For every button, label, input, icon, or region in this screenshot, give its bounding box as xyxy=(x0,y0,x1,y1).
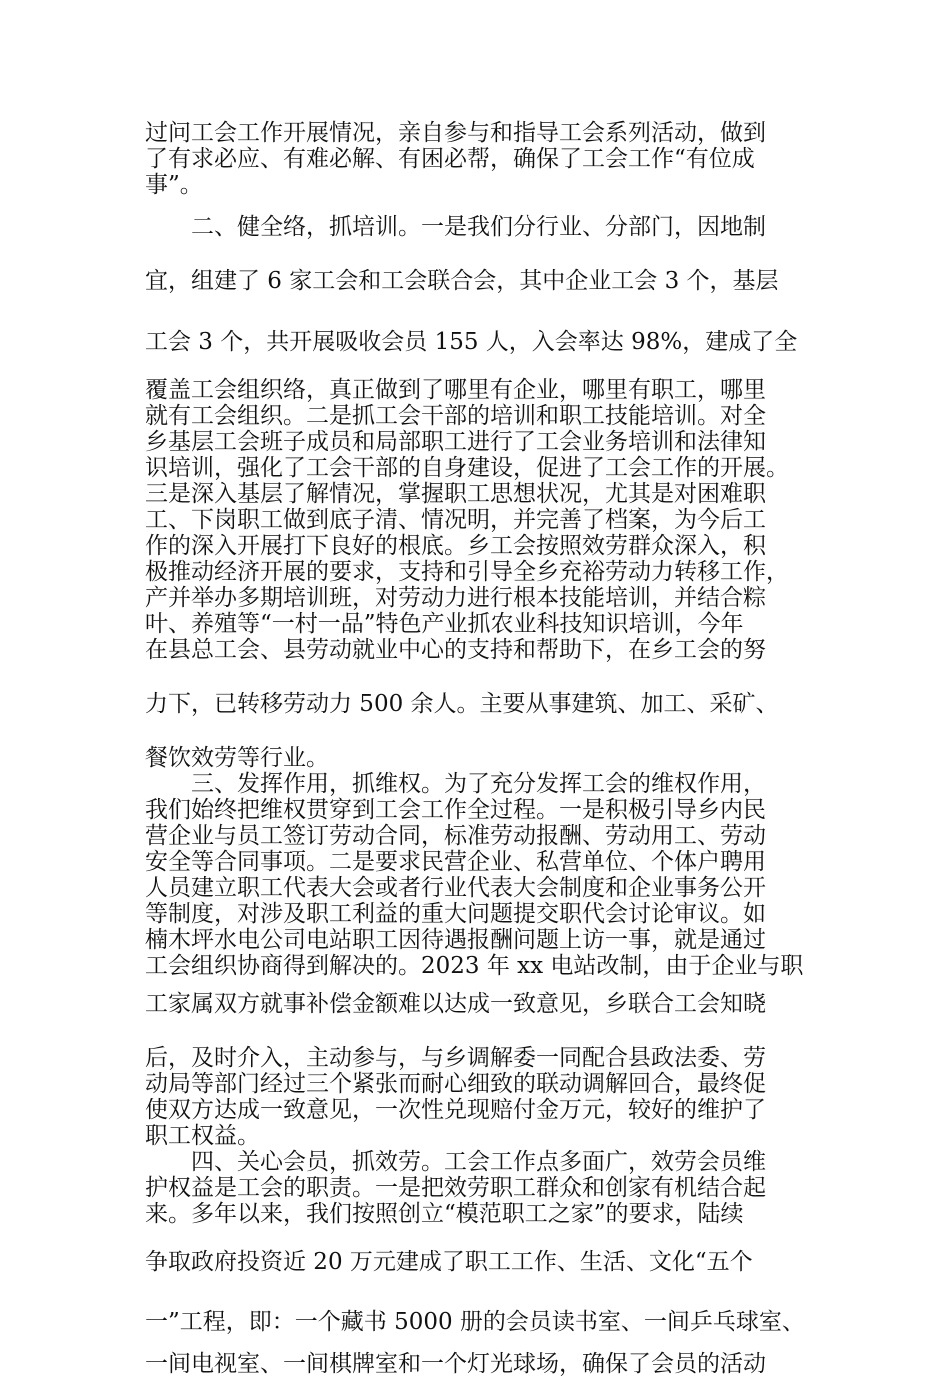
text-line: 覆盖工会组织络，真正做到了哪里有企业，哪里有职工，哪里 xyxy=(145,377,766,403)
text-line: 过问工会工作开展情况，亲自参与和指导工会系列活动，做到 xyxy=(145,120,766,146)
text-line: 四、关心会员，抓效劳。工会工作点多面广，效劳会员维 xyxy=(145,1149,766,1175)
text-line: 工会 3 个，共开展吸收会员 155 人，入会率达 98%，建成了全 xyxy=(145,329,798,355)
text-line: 餐饮效劳等行业。 xyxy=(145,745,329,771)
text-line: 职工权益。 xyxy=(145,1123,260,1149)
text-line: 护权益是工会的职责。一是把效劳职工群众和创家有机结合起 xyxy=(145,1175,766,1201)
text-line: 产并举办多期培训班，对劳动力进行根本技能培训，并结合粽 xyxy=(145,585,766,611)
text-line: 我们始终把维权贯穿到工会工作全过程。一是积极引导乡内民 xyxy=(145,797,766,823)
text-line: 工会组织协商得到解决的。2023 年 xx 电站改制，由于企业与职 xyxy=(145,953,804,979)
text-line: 力下，已转移劳动力 500 余人。主要从事建筑、加工、采矿、 xyxy=(145,691,779,717)
text-line: 等制度，对涉及职工利益的重大问题提交职代会讨论审议。如 xyxy=(145,901,766,927)
text-line: 使双方达成一致意见，一次性兑现赔付金万元，较好的维护了 xyxy=(145,1097,766,1123)
text-line: 二、健全络，抓培训。一是我们分行业、分部门，因地制 xyxy=(145,214,766,240)
text-line: 人员建立职工代表大会或者行业代表大会制度和企业事务公开 xyxy=(145,875,766,901)
text-line: 叶、养殖等“一村一品”特色产业抓农业科技知识培训，今年 xyxy=(145,611,744,637)
document-body xyxy=(145,120,813,1377)
text-line: 事”。 xyxy=(145,172,203,198)
text-line: 乡基层工会班子成员和局部职工进行了工会业务培训和法律知 xyxy=(145,429,766,455)
text-line: 安全等合同事项。二是要求民营企业、私营单位、个体户聘用 xyxy=(145,849,766,875)
text-line: 宜，组建了 6 家工会和工会联合会，其中企业工会 3 个，基层 xyxy=(145,268,779,294)
text-line: 后，及时介入，主动参与，与乡调解委一同配合县政法委、劳 xyxy=(145,1045,766,1071)
text-line: 工、下岗职工做到底子清、情况明，并完善了档案，为今后工 xyxy=(145,507,766,533)
text-line: 工家属双方就事补偿金额难以达成一致意见，乡联合工会知晓 xyxy=(145,991,766,1017)
text-line: 动局等部门经过三个紧张而耐心细致的联动调解回合，最终促 xyxy=(145,1071,766,1097)
text-line: 在县总工会、县劳动就业中心的支持和帮助下，在乡工会的努 xyxy=(145,637,766,663)
text-line: 识培训，强化了工会干部的自身建设，促进了工会工作的开展。 xyxy=(145,455,789,481)
text-line: 争取政府投资近 20 万元建成了职工工作、生活、文化“五个 xyxy=(145,1249,753,1275)
text-line: 作的深入开展打下良好的根底。乡工会按照效劳群众深入，积 xyxy=(145,533,766,559)
text-line: 三、发挥作用，抓维权。为了充分发挥工会的维权作用， xyxy=(145,771,766,797)
text-line: 就有工会组织。二是抓工会干部的培训和职工技能培训。对全 xyxy=(145,403,766,429)
text-line: 了有求必应、有难必解、有困必帮，确保了工会工作“有位成 xyxy=(145,146,755,172)
text-line: 一间电视室、一间棋牌室和一个灯光球场，确保了会员的活动 xyxy=(145,1351,766,1377)
text-line: 来。多年以来，我们按照创立“模范职工之家”的要求，陆续 xyxy=(145,1201,744,1227)
text-line: 楠木坪水电公司电站职工因待遇报酬问题上访一事，就是通过 xyxy=(145,927,766,953)
text-line: 三是深入基层了解情况，掌握职工思想状况，尤其是对困难职 xyxy=(145,481,766,507)
text-line: 营企业与员工签订劳动合同，标准劳动报酬、劳动用工、劳动 xyxy=(145,823,766,849)
text-line: 极推动经济开展的要求，支持和引导全乡充裕劳动力转移工作， xyxy=(145,559,789,585)
text-line: 一”工程，即：一个藏书 5000 册的会员读书室、一间乒乓球室、 xyxy=(145,1309,805,1335)
